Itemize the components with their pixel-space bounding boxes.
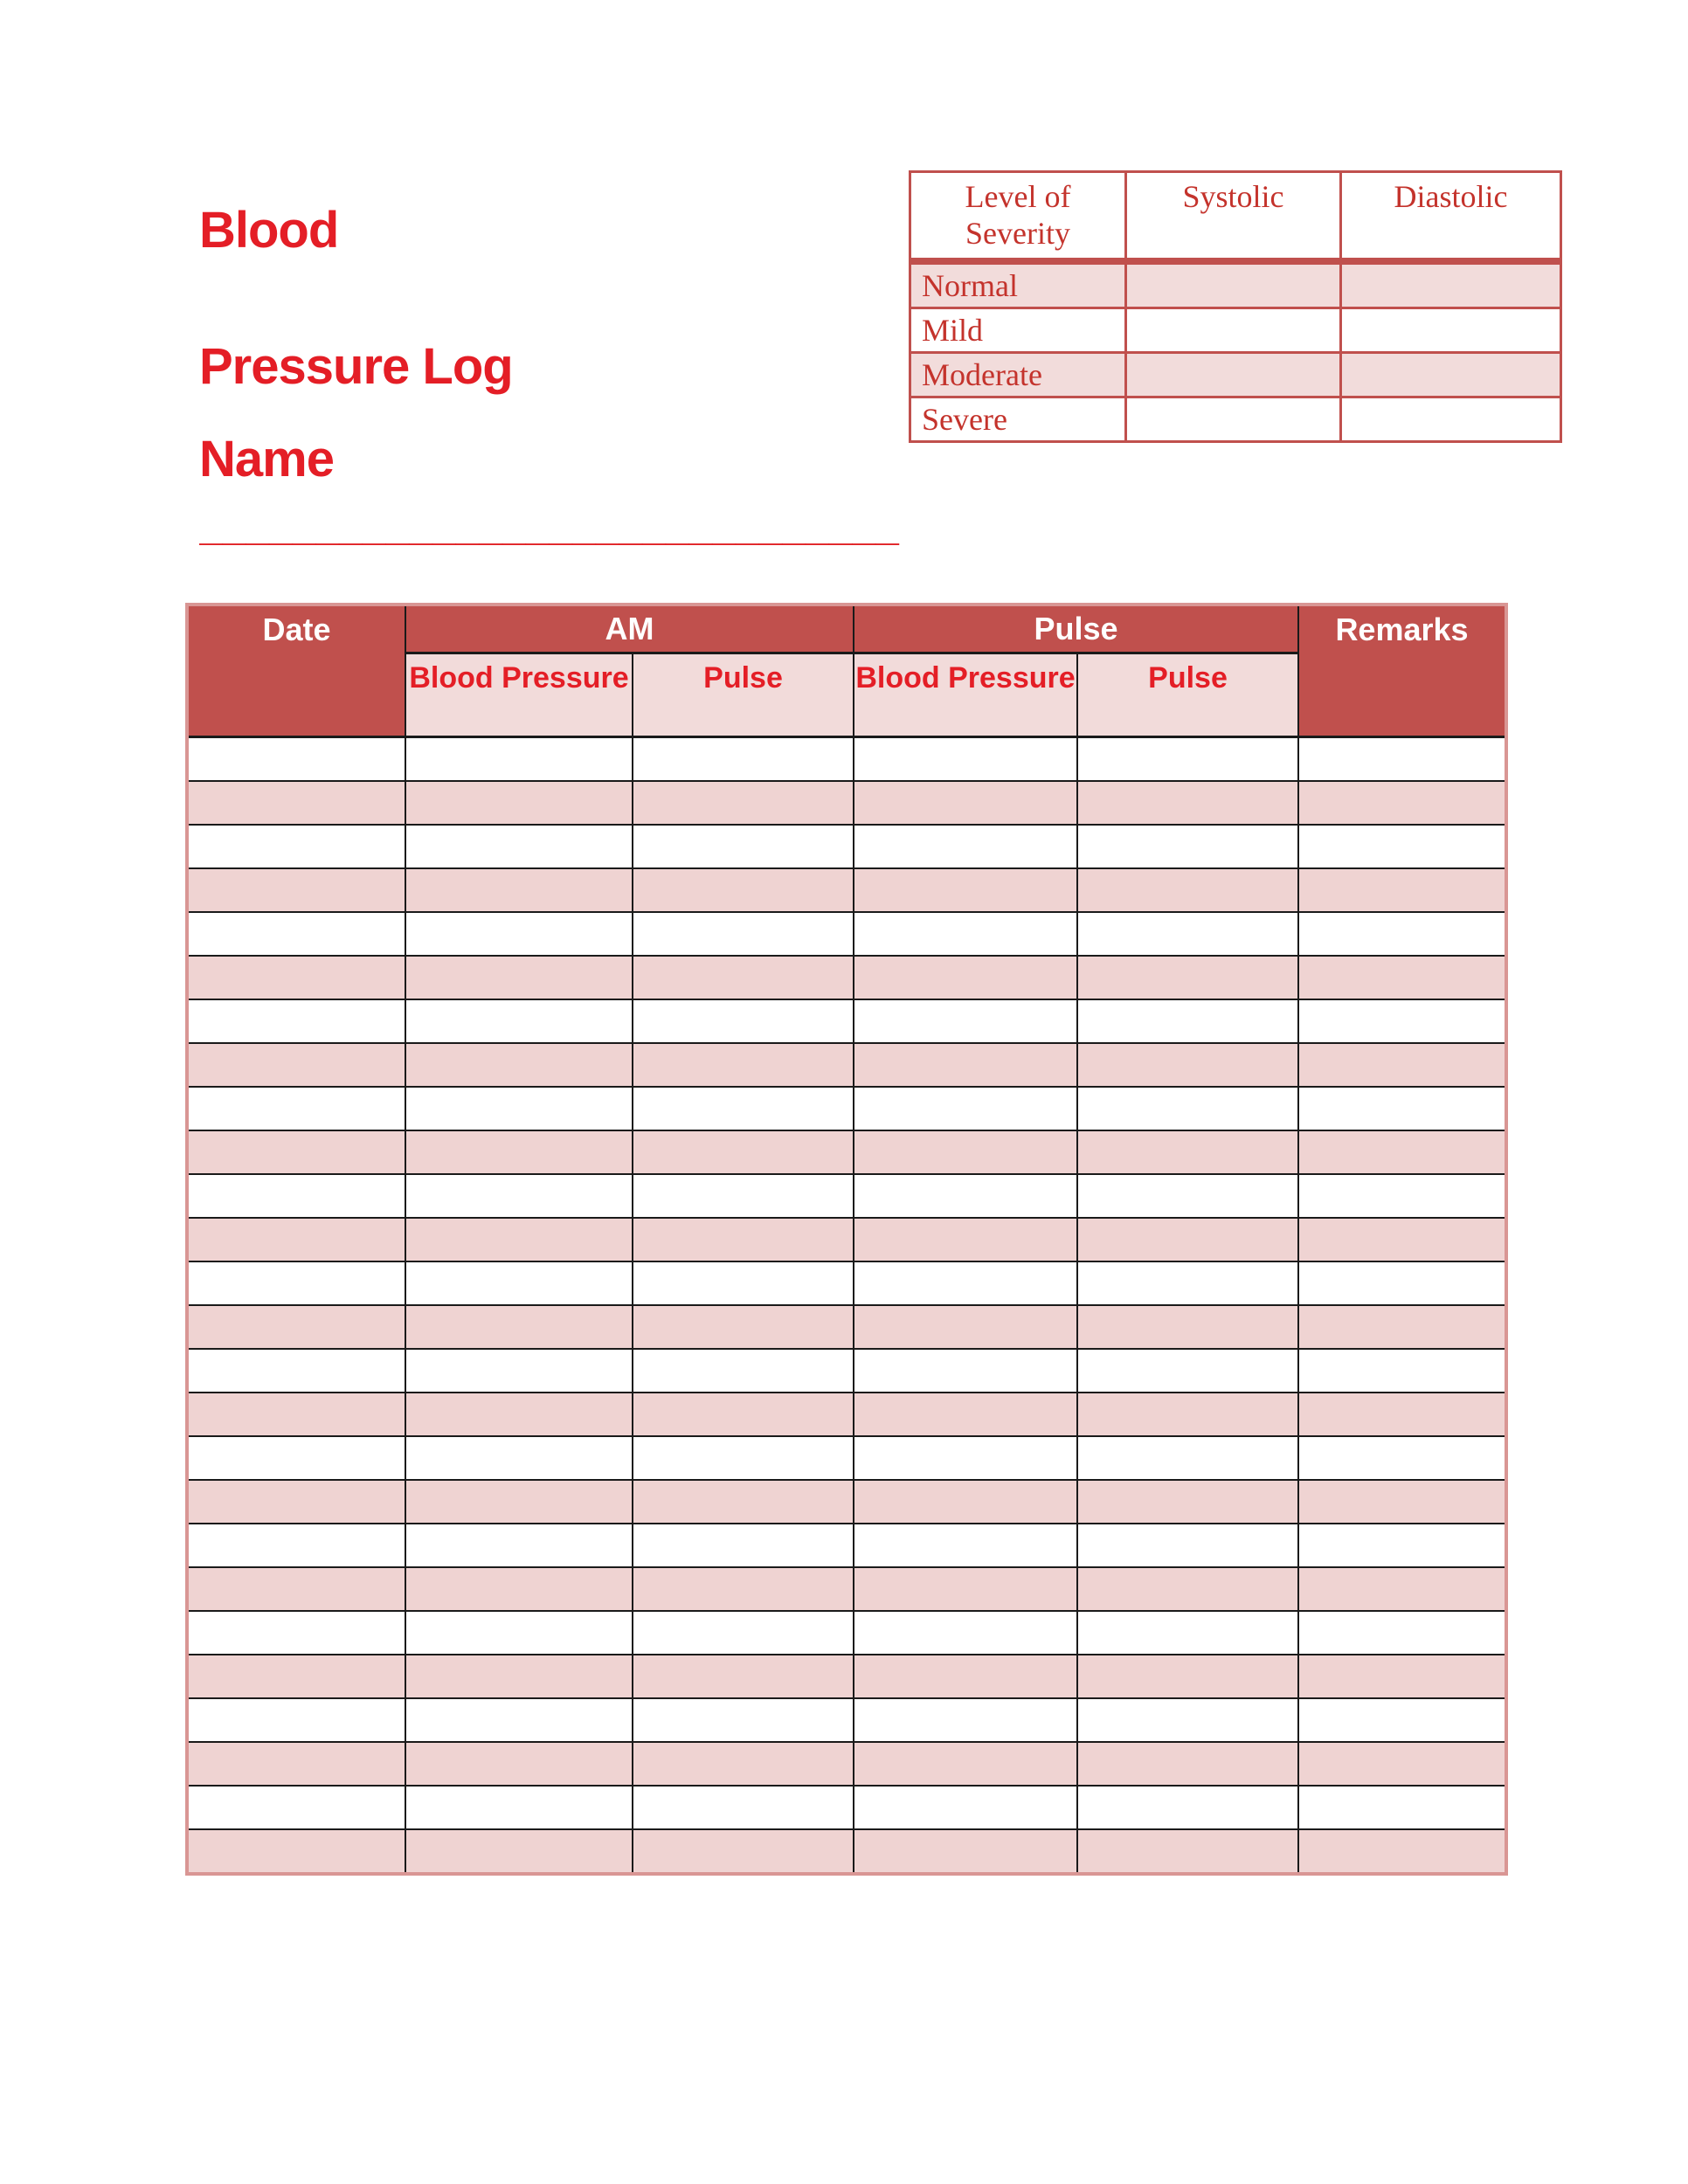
log-cell-pm-pulse[interactable] <box>1077 825 1298 868</box>
log-cell-am-blood-pressure[interactable] <box>405 1349 633 1393</box>
severity-row <box>910 397 1561 442</box>
log-cell-pm-blood-pressure[interactable] <box>854 1130 1077 1174</box>
log-cell-am-pulse[interactable] <box>633 1611 854 1655</box>
log-cell-am-pulse[interactable] <box>633 1524 854 1567</box>
log-cell-am-blood-pressure[interactable] <box>405 1393 633 1436</box>
log-cell-date[interactable] <box>187 868 405 912</box>
severity-table-body <box>910 261 1561 442</box>
log-cell-pm-pulse[interactable] <box>1077 1567 1298 1611</box>
log-cell-date[interactable] <box>187 1261 405 1305</box>
log-cell-am-pulse[interactable] <box>633 1742 854 1786</box>
log-cell-pm-pulse[interactable] <box>1077 737 1298 782</box>
log-cell-pm-pulse[interactable] <box>1077 999 1298 1043</box>
log-cell-date[interactable] <box>187 1393 405 1436</box>
log-cell-pm-blood-pressure[interactable] <box>854 1436 1077 1480</box>
log-cell-am-pulse[interactable] <box>633 781 854 825</box>
log-cell-pm-blood-pressure[interactable] <box>854 1218 1077 1261</box>
log-cell-am-pulse[interactable] <box>633 1349 854 1393</box>
log-cell-remarks[interactable] <box>1298 1480 1506 1524</box>
severity-row <box>910 261 1561 308</box>
log-cell-pm-blood-pressure[interactable] <box>854 1349 1077 1393</box>
log-cell-pm-pulse[interactable] <box>1077 1218 1298 1261</box>
severity-table <box>909 170 1562 443</box>
log-cell-am-blood-pressure[interactable] <box>405 1130 633 1174</box>
log-cell-date[interactable] <box>187 781 405 825</box>
log-cell-am-blood-pressure[interactable] <box>405 1261 633 1305</box>
log-cell-date[interactable] <box>187 1829 405 1874</box>
log-cell-pm-blood-pressure[interactable] <box>854 1698 1077 1742</box>
log-cell-remarks[interactable] <box>1298 1349 1506 1393</box>
log-cell-date[interactable] <box>187 1698 405 1742</box>
log-table-row <box>187 1524 1506 1567</box>
log-cell-remarks[interactable] <box>1298 781 1506 825</box>
log-cell-am-blood-pressure[interactable] <box>405 912 633 956</box>
log-cell-remarks[interactable] <box>1298 1786 1506 1829</box>
log-table-row <box>187 1130 1506 1174</box>
severity-row <box>910 353 1561 397</box>
log-table-row <box>187 825 1506 868</box>
log-cell-am-pulse[interactable] <box>633 1393 854 1436</box>
log-table-row <box>187 1742 1506 1786</box>
log-cell-date[interactable] <box>187 956 405 999</box>
log-table-row <box>187 1043 1506 1087</box>
log-cell-pm-blood-pressure[interactable] <box>854 1480 1077 1524</box>
log-cell-am-blood-pressure[interactable] <box>405 781 633 825</box>
log-cell-remarks[interactable] <box>1298 1043 1506 1087</box>
log-cell-am-pulse[interactable] <box>633 1655 854 1698</box>
log-cell-date[interactable] <box>187 1087 405 1130</box>
severity-diastolic-cell[interactable] <box>1341 353 1561 397</box>
log-cell-pm-pulse[interactable] <box>1077 1349 1298 1393</box>
log-cell-date[interactable] <box>187 1436 405 1480</box>
bp-log-table <box>185 603 1508 1876</box>
log-subheader-pm-blood-pressure: Blood Pressure <box>854 653 1077 737</box>
log-header-remarks: Remarks <box>1298 605 1506 737</box>
log-cell-date[interactable] <box>187 1305 405 1349</box>
log-cell-am-blood-pressure[interactable] <box>405 1305 633 1349</box>
log-cell-remarks[interactable] <box>1298 956 1506 999</box>
log-cell-am-pulse[interactable] <box>633 1043 854 1087</box>
log-cell-remarks[interactable] <box>1298 1174 1506 1218</box>
log-table-row <box>187 1786 1506 1829</box>
log-header-pm-group: Pulse <box>854 605 1298 653</box>
log-cell-date[interactable] <box>187 1655 405 1698</box>
log-table-row <box>187 999 1506 1043</box>
log-cell-am-blood-pressure[interactable] <box>405 737 633 782</box>
log-cell-pm-pulse[interactable] <box>1077 1524 1298 1567</box>
log-cell-pm-blood-pressure[interactable] <box>854 825 1077 868</box>
log-cell-remarks[interactable] <box>1298 1130 1506 1174</box>
log-cell-date[interactable] <box>187 1349 405 1393</box>
log-cell-am-pulse[interactable] <box>633 1786 854 1829</box>
log-cell-am-blood-pressure[interactable] <box>405 1043 633 1087</box>
log-cell-pm-pulse[interactable] <box>1077 956 1298 999</box>
log-table-row <box>187 1480 1506 1524</box>
log-cell-pm-pulse[interactable] <box>1077 1742 1298 1786</box>
log-cell-pm-blood-pressure[interactable] <box>854 1305 1077 1349</box>
log-group-header-row <box>187 605 1506 653</box>
log-cell-am-blood-pressure[interactable] <box>405 1087 633 1130</box>
log-cell-pm-blood-pressure[interactable] <box>854 912 1077 956</box>
log-cell-am-pulse[interactable] <box>633 1218 854 1261</box>
log-cell-am-blood-pressure[interactable] <box>405 1524 633 1567</box>
log-table-row <box>187 1611 1506 1655</box>
severity-row <box>910 308 1561 353</box>
log-cell-pm-pulse[interactable] <box>1077 781 1298 825</box>
log-cell-am-pulse[interactable] <box>633 1567 854 1611</box>
log-cell-am-blood-pressure[interactable] <box>405 1567 633 1611</box>
log-cell-pm-blood-pressure[interactable] <box>854 781 1077 825</box>
log-cell-am-blood-pressure[interactable] <box>405 1829 633 1874</box>
log-table-row <box>187 1567 1506 1611</box>
log-cell-pm-pulse[interactable] <box>1077 1480 1298 1524</box>
log-cell-am-blood-pressure[interactable] <box>405 1436 633 1480</box>
log-cell-pm-pulse[interactable] <box>1077 1829 1298 1874</box>
log-cell-remarks[interactable] <box>1298 1305 1506 1349</box>
severity-label-cell: Moderate <box>910 353 1126 397</box>
log-cell-pm-pulse[interactable] <box>1077 912 1298 956</box>
log-cell-am-pulse[interactable] <box>633 1261 854 1305</box>
log-cell-pm-blood-pressure[interactable] <box>854 1393 1077 1436</box>
log-cell-remarks[interactable] <box>1298 1611 1506 1655</box>
log-table-row <box>187 868 1506 912</box>
page-title <box>199 197 513 401</box>
severity-label-cell: Normal <box>910 261 1126 308</box>
log-cell-pm-blood-pressure[interactable] <box>854 1087 1077 1130</box>
severity-systolic-cell[interactable] <box>1126 397 1341 442</box>
log-table-row <box>187 1218 1506 1261</box>
log-cell-remarks[interactable] <box>1298 1829 1506 1874</box>
log-cell-am-blood-pressure[interactable] <box>405 1655 633 1698</box>
log-cell-pm-blood-pressure[interactable] <box>854 1829 1077 1874</box>
log-cell-pm-blood-pressure[interactable] <box>854 868 1077 912</box>
log-cell-date[interactable] <box>187 1567 405 1611</box>
log-cell-date[interactable] <box>187 1043 405 1087</box>
log-cell-pm-pulse[interactable] <box>1077 1305 1298 1349</box>
log-table-row <box>187 1436 1506 1480</box>
log-cell-am-pulse[interactable] <box>633 868 854 912</box>
severity-label-cell: Severe <box>910 397 1126 442</box>
log-cell-date[interactable] <box>187 1611 405 1655</box>
log-table-row <box>187 737 1506 782</box>
log-cell-remarks[interactable] <box>1298 1742 1506 1786</box>
log-cell-remarks[interactable] <box>1298 912 1506 956</box>
log-table-row <box>187 1349 1506 1393</box>
name-label: Name <box>199 431 334 487</box>
log-cell-am-pulse[interactable] <box>633 1130 854 1174</box>
log-table-row <box>187 1305 1506 1349</box>
log-cell-am-pulse[interactable] <box>633 912 854 956</box>
log-cell-date[interactable] <box>187 912 405 956</box>
log-cell-pm-blood-pressure[interactable] <box>854 1611 1077 1655</box>
log-cell-am-pulse[interactable] <box>633 1436 854 1480</box>
log-cell-am-pulse[interactable] <box>633 1174 854 1218</box>
log-cell-am-blood-pressure[interactable] <box>405 1698 633 1742</box>
log-cell-am-pulse[interactable] <box>633 825 854 868</box>
log-table-row <box>187 956 1506 999</box>
name-blank-line[interactable]: ______________________________ <box>199 503 899 549</box>
log-cell-date[interactable] <box>187 1174 405 1218</box>
log-cell-remarks[interactable] <box>1298 737 1506 782</box>
log-cell-pm-pulse[interactable] <box>1077 1786 1298 1829</box>
log-header-am-group: AM <box>405 605 854 653</box>
log-cell-pm-blood-pressure[interactable] <box>854 1742 1077 1786</box>
log-cell-date[interactable] <box>187 1130 405 1174</box>
log-subheader-am-pulse: Pulse <box>633 653 854 737</box>
log-cell-remarks[interactable] <box>1298 825 1506 868</box>
log-cell-am-blood-pressure[interactable] <box>405 999 633 1043</box>
log-cell-pm-blood-pressure[interactable] <box>854 1174 1077 1218</box>
severity-label-cell: Mild <box>910 308 1126 353</box>
severity-systolic-cell[interactable] <box>1126 308 1341 353</box>
log-cell-date[interactable] <box>187 1480 405 1524</box>
log-cell-pm-blood-pressure[interactable] <box>854 999 1077 1043</box>
log-cell-pm-pulse[interactable] <box>1077 1698 1298 1742</box>
log-cell-pm-pulse[interactable] <box>1077 1087 1298 1130</box>
log-cell-pm-pulse[interactable] <box>1077 1261 1298 1305</box>
log-cell-pm-blood-pressure[interactable] <box>854 1786 1077 1829</box>
log-cell-pm-blood-pressure[interactable] <box>854 1261 1077 1305</box>
log-cell-remarks[interactable] <box>1298 1218 1506 1261</box>
log-cell-pm-blood-pressure[interactable] <box>854 1567 1077 1611</box>
log-cell-date[interactable] <box>187 825 405 868</box>
log-cell-am-blood-pressure[interactable] <box>405 1174 633 1218</box>
log-table-row <box>187 781 1506 825</box>
log-header-date: Date <box>187 605 405 737</box>
log-cell-am-blood-pressure[interactable] <box>405 1786 633 1829</box>
log-cell-pm-blood-pressure[interactable] <box>854 956 1077 999</box>
log-cell-am-pulse[interactable] <box>633 1087 854 1130</box>
log-cell-am-pulse[interactable] <box>633 956 854 999</box>
log-table-row <box>187 1261 1506 1305</box>
log-cell-remarks[interactable] <box>1298 1567 1506 1611</box>
log-cell-am-blood-pressure[interactable] <box>405 1480 633 1524</box>
log-cell-pm-blood-pressure[interactable] <box>854 1655 1077 1698</box>
log-cell-am-blood-pressure[interactable] <box>405 825 633 868</box>
log-cell-remarks[interactable] <box>1298 1436 1506 1480</box>
severity-diastolic-cell[interactable] <box>1341 261 1561 308</box>
severity-header-systolic: Systolic <box>1126 172 1341 262</box>
log-cell-am-pulse[interactable] <box>633 999 854 1043</box>
severity-systolic-cell[interactable] <box>1126 353 1341 397</box>
severity-diastolic-cell[interactable] <box>1341 308 1561 353</box>
log-cell-am-blood-pressure[interactable] <box>405 956 633 999</box>
log-cell-remarks[interactable] <box>1298 1524 1506 1567</box>
log-cell-pm-pulse[interactable] <box>1077 1655 1298 1698</box>
log-table-row <box>187 1829 1506 1874</box>
title-line-1: Blood <box>199 202 339 259</box>
log-cell-am-blood-pressure[interactable] <box>405 868 633 912</box>
log-cell-pm-blood-pressure[interactable] <box>854 1043 1077 1087</box>
log-cell-am-blood-pressure[interactable] <box>405 1611 633 1655</box>
log-cell-pm-pulse[interactable] <box>1077 1436 1298 1480</box>
log-cell-date[interactable] <box>187 1524 405 1567</box>
log-cell-am-pulse[interactable] <box>633 1305 854 1349</box>
log-cell-am-pulse[interactable] <box>633 737 854 782</box>
log-cell-am-pulse[interactable] <box>633 1698 854 1742</box>
log-cell-date[interactable] <box>187 737 405 782</box>
log-cell-pm-pulse[interactable] <box>1077 1611 1298 1655</box>
log-table-body <box>187 737 1506 1875</box>
log-cell-am-blood-pressure[interactable] <box>405 1742 633 1786</box>
log-table-row <box>187 1174 1506 1218</box>
log-cell-pm-blood-pressure[interactable] <box>854 1524 1077 1567</box>
log-cell-pm-pulse[interactable] <box>1077 1130 1298 1174</box>
title-line-2: Pressure Log <box>199 338 513 395</box>
log-cell-pm-blood-pressure[interactable] <box>854 737 1077 782</box>
log-table-row <box>187 1087 1506 1130</box>
log-cell-am-pulse[interactable] <box>633 1480 854 1524</box>
log-cell-remarks[interactable] <box>1298 1261 1506 1305</box>
severity-header-diastolic: Diastolic <box>1341 172 1561 262</box>
log-cell-remarks[interactable] <box>1298 1087 1506 1130</box>
log-cell-pm-pulse[interactable] <box>1077 1174 1298 1218</box>
log-cell-pm-pulse[interactable] <box>1077 1043 1298 1087</box>
log-cell-date[interactable] <box>187 999 405 1043</box>
log-cell-remarks[interactable] <box>1298 1655 1506 1698</box>
log-cell-pm-pulse[interactable] <box>1077 1393 1298 1436</box>
log-cell-date[interactable] <box>187 1786 405 1829</box>
severity-systolic-cell[interactable] <box>1126 261 1341 308</box>
log-cell-am-blood-pressure[interactable] <box>405 1218 633 1261</box>
log-cell-date[interactable] <box>187 1218 405 1261</box>
log-cell-pm-pulse[interactable] <box>1077 868 1298 912</box>
log-table-row <box>187 912 1506 956</box>
log-cell-date[interactable] <box>187 1742 405 1786</box>
log-table-row <box>187 1393 1506 1436</box>
log-cell-remarks[interactable] <box>1298 999 1506 1043</box>
log-cell-am-pulse[interactable] <box>633 1829 854 1874</box>
log-table-row <box>187 1698 1506 1742</box>
severity-header-level: Level of Severity <box>910 172 1126 262</box>
log-cell-remarks[interactable] <box>1298 1698 1506 1742</box>
severity-header-row <box>910 172 1561 262</box>
log-cell-remarks[interactable] <box>1298 868 1506 912</box>
log-table-row <box>187 1655 1506 1698</box>
log-subheader-pm-pulse: Pulse <box>1077 653 1298 737</box>
severity-diastolic-cell[interactable] <box>1341 397 1561 442</box>
log-subheader-am-blood-pressure: Blood Pressure <box>405 653 633 737</box>
log-cell-remarks[interactable] <box>1298 1393 1506 1436</box>
